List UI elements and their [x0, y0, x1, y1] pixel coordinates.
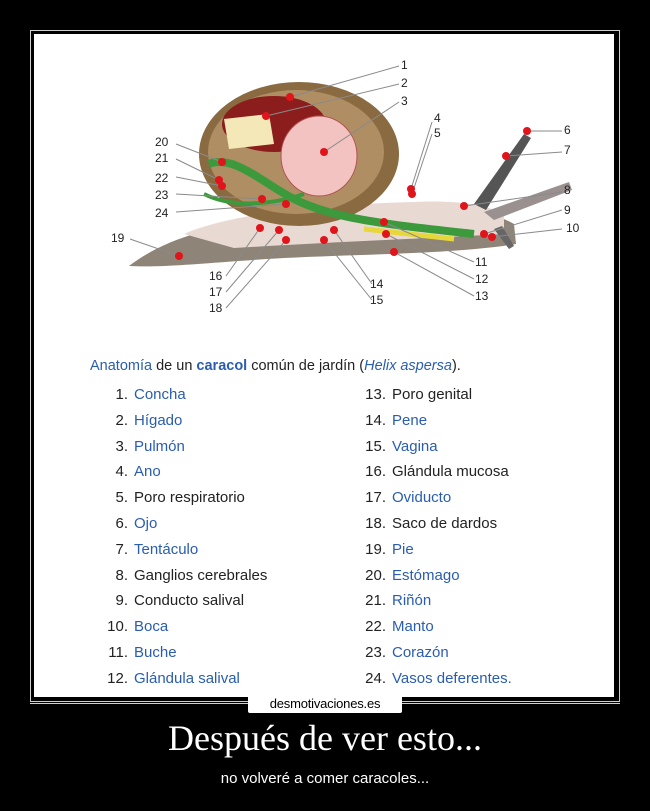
- label-8: 8: [564, 183, 571, 197]
- poster-subtitle: no volveré a comer caracoles...: [220, 770, 430, 787]
- legend-item-label: Poro genital: [392, 386, 473, 403]
- label-17: 17: [209, 285, 223, 299]
- label-21: 21: [155, 151, 169, 165]
- label-12: 12: [475, 272, 489, 286]
- legend-item: [356, 434, 512, 460]
- label-15: 15: [370, 293, 384, 307]
- legend-item-number: 12.: [107, 669, 128, 687]
- label-9: 9: [564, 203, 571, 217]
- legend-item: [356, 640, 512, 666]
- label-3: 3: [401, 94, 408, 108]
- legend-item-link[interactable]: Oviducto: [392, 489, 452, 507]
- legend-item-label: Conducto salival: [134, 592, 245, 610]
- legend-item-number: 10.: [107, 618, 128, 636]
- legend-item-number: 17.: [365, 489, 386, 507]
- legend-item: [98, 459, 267, 485]
- legend-item-number: 7.: [115, 540, 128, 558]
- legend-item: [356, 382, 512, 408]
- legend-item-number: 6.: [115, 514, 128, 532]
- legend-item: [98, 640, 267, 666]
- legend-item-link[interactable]: Glándula salival: [134, 669, 240, 687]
- legend-item-number: 3.: [115, 437, 128, 455]
- label-16: 16: [209, 269, 223, 283]
- legend-item-number: 13.: [365, 386, 386, 403]
- legend-item-link[interactable]: Tentáculo: [134, 540, 199, 558]
- legend-item-link[interactable]: Corazón: [392, 643, 449, 661]
- caption-link-caracol[interactable]: caracol: [196, 358, 248, 374]
- legend-item: [356, 588, 512, 614]
- snail-anatomy-diagram: [34, 34, 614, 354]
- watermark-line-right: [402, 703, 620, 704]
- legend-column-right: [356, 382, 512, 692]
- label-19: 19: [111, 231, 125, 245]
- legend-item: [356, 563, 512, 589]
- legend-item-number: 5.: [115, 489, 128, 507]
- legend-item: [356, 511, 512, 537]
- legend-item-link[interactable]: Ano: [134, 463, 161, 481]
- legend-item-link[interactable]: Pene: [392, 411, 428, 429]
- legend-item: [356, 614, 512, 640]
- legend-item: [356, 485, 512, 511]
- legend-item: [98, 563, 267, 589]
- legend-item: [356, 537, 512, 563]
- legend-item-number: 1.: [115, 386, 128, 403]
- legend-item-link[interactable]: Concha: [134, 386, 186, 403]
- legend-item-number: 20.: [365, 566, 386, 584]
- legend-item-link[interactable]: Pulmón: [134, 437, 185, 455]
- watermark-line-left: [30, 703, 248, 704]
- legend-item-label: Ganglios cerebrales: [134, 566, 268, 584]
- legend-item: [98, 511, 267, 537]
- figure-caption: [90, 358, 461, 374]
- label-6: 6: [564, 123, 571, 137]
- label-10: 10: [566, 221, 580, 235]
- legend-item-number: 22.: [365, 618, 386, 636]
- legend-item-number: 4.: [115, 463, 128, 481]
- legend-item: [98, 666, 267, 692]
- legend-item-link[interactable]: Buche: [134, 643, 177, 661]
- caption-text-1: de un: [152, 358, 197, 374]
- legend-item-number: 11.: [108, 643, 128, 661]
- caption-text-2: común de jardín (: [247, 358, 365, 374]
- legend-item-number: 19.: [365, 540, 386, 558]
- legend-item-link[interactable]: Ojo: [134, 514, 158, 532]
- watermark: desmotivaciones.es: [248, 695, 402, 713]
- label-18: 18: [209, 301, 223, 315]
- legend-item-link[interactable]: Manto: [392, 618, 434, 636]
- legend-item-number: 24.: [365, 669, 386, 687]
- legend-item-number: 16.: [365, 463, 386, 481]
- label-11: 11: [475, 255, 488, 269]
- legend-item: [356, 408, 512, 434]
- label-2: 2: [401, 76, 408, 90]
- legend-item-number: 8.: [115, 566, 128, 584]
- caption-link-helix[interactable]: Helix aspersa: [364, 358, 452, 374]
- legend-item: [98, 434, 267, 460]
- legend-item: [98, 588, 267, 614]
- legend-item: [98, 614, 267, 640]
- label-23: 23: [155, 188, 169, 202]
- legend-item-number: 2.: [115, 411, 128, 429]
- label-13: 13: [475, 289, 489, 303]
- caption-link-anatomia[interactable]: Anatomía: [90, 358, 153, 374]
- label-4: 4: [434, 111, 441, 125]
- legend-item-link[interactable]: Pie: [392, 540, 414, 558]
- image-panel: [34, 34, 614, 697]
- label-7: 7: [564, 143, 571, 157]
- legend-item-number: 9.: [115, 592, 128, 610]
- legend-item-link[interactable]: Vasos deferentes.: [392, 669, 512, 687]
- legend-item: [98, 485, 267, 511]
- label-24: 24: [155, 206, 169, 220]
- label-22: 22: [155, 171, 169, 185]
- legend-item-link[interactable]: Estómago: [392, 566, 460, 584]
- label-5: 5: [434, 126, 441, 140]
- legend-item-label: Saco de dardos: [392, 514, 498, 532]
- poster-title: Después de ver esto...: [168, 718, 482, 758]
- legend-item-number: 21.: [365, 592, 386, 610]
- legend-item-link[interactable]: Hígado: [134, 411, 183, 429]
- legend-item: [98, 408, 267, 434]
- legend-item-number: 23.: [365, 643, 386, 661]
- legend-item-number: 18.: [365, 514, 386, 532]
- legend-item-link[interactable]: Vagina: [392, 437, 438, 455]
- lung: [281, 116, 357, 196]
- legend-item-link[interactable]: Riñón: [392, 592, 432, 610]
- legend-item-label: Poro respiratorio: [134, 489, 245, 507]
- legend-item: [356, 666, 512, 692]
- label-14: 14: [370, 277, 384, 291]
- legend-column-left: [98, 382, 267, 692]
- legend-item: [98, 537, 267, 563]
- legend-item-number: 14.: [365, 411, 386, 429]
- label-20: 20: [155, 135, 169, 149]
- legend-item-label: Glándula mucosa: [392, 463, 509, 481]
- legend-item-number: 15.: [365, 437, 386, 455]
- legend-item: [356, 459, 512, 485]
- caption-text-3: ).: [451, 358, 461, 374]
- legend-item-link[interactable]: Boca: [134, 618, 169, 636]
- label-1: 1: [401, 58, 408, 72]
- legend-item: [98, 382, 267, 408]
